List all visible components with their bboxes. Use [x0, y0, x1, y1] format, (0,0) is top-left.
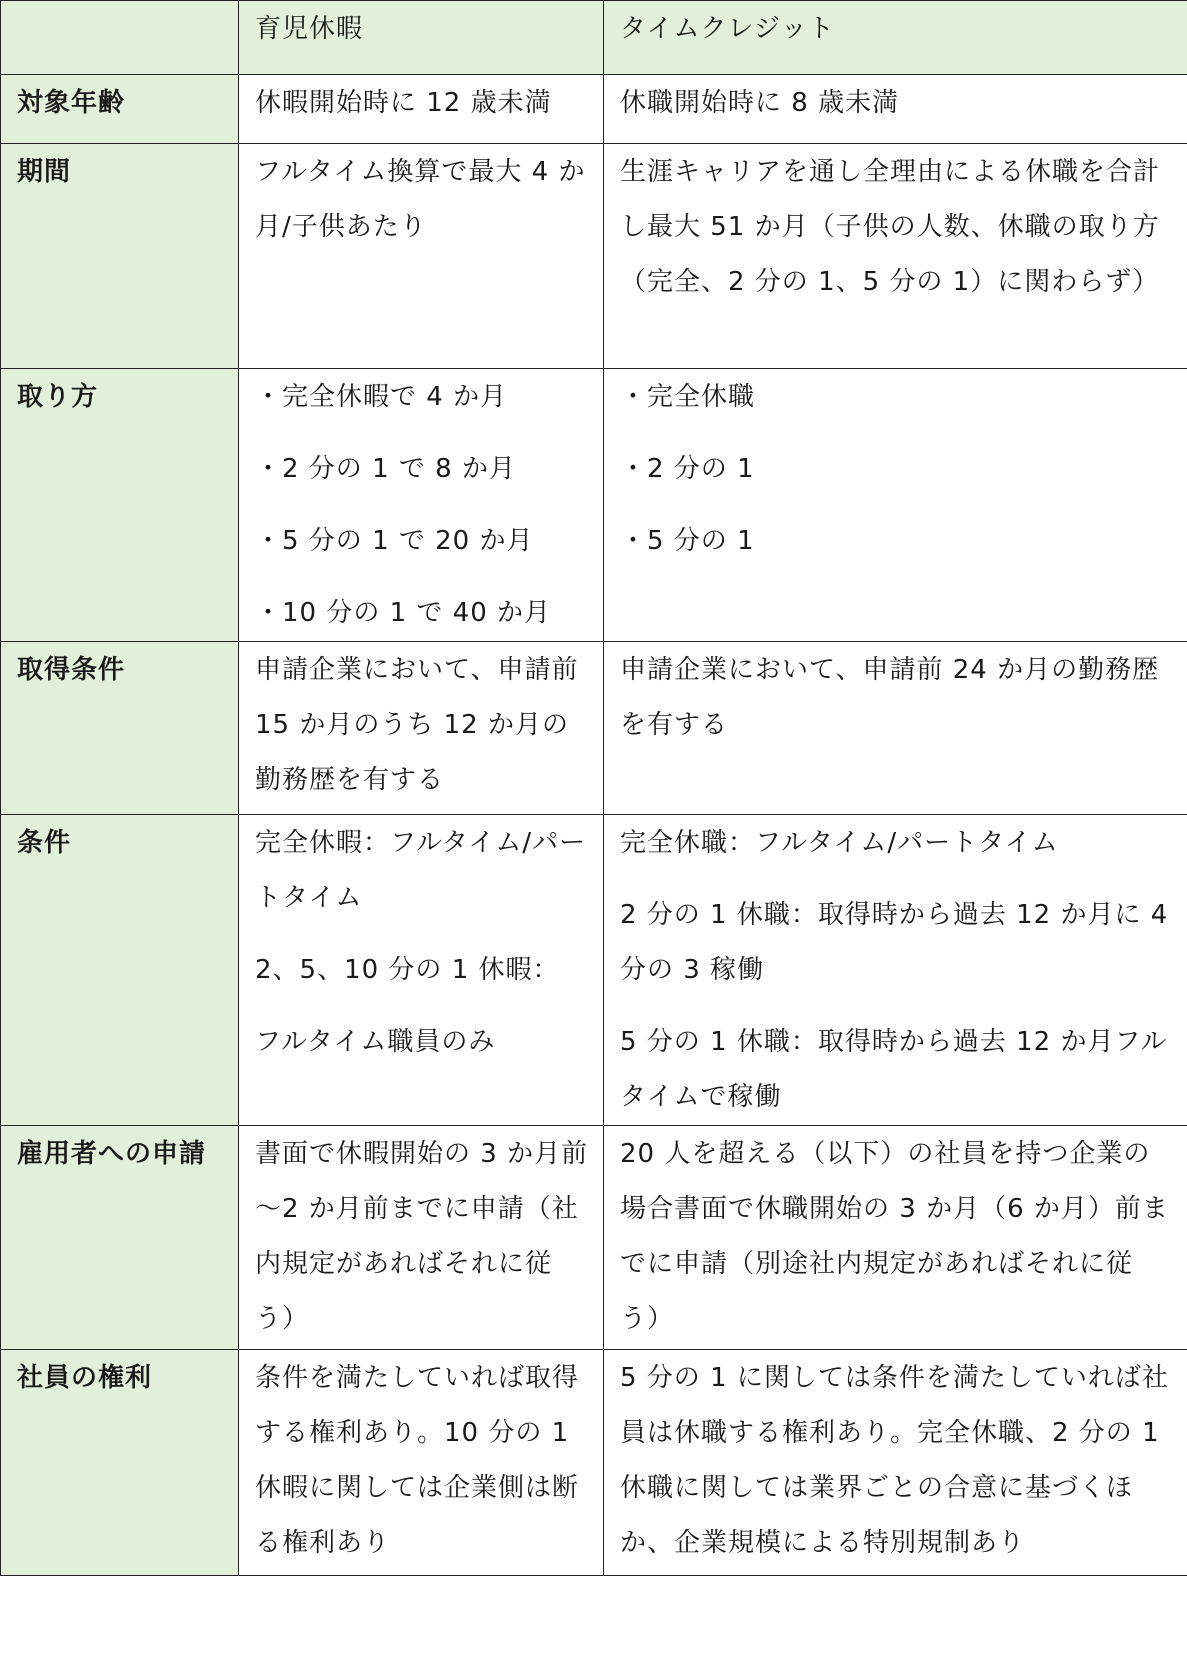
time-credit-cell	[604, 369, 1187, 642]
cell-text: 5 分の 1 休職：取得時から過去 12 か月フルタイムで稼働	[620, 1027, 1168, 1112]
cell-text: 休暇開始時に 12 歳未満	[255, 88, 552, 118]
header-row	[1, 1, 1187, 75]
cell-text: 20 人を超える（以下）の社員を持つ企業の場合書面で休職開始の 3 か月（6 か月）前までに申請（別途社内規定があればそれに従う）	[620, 1139, 1169, 1334]
time-credit-cell	[604, 1350, 1187, 1576]
cell-text: フルタイム換算で最大 4 か月/子供あたり	[255, 157, 586, 242]
childcare-cell	[239, 1126, 604, 1350]
list-item: ・完全休暇で 4 か月	[255, 382, 508, 412]
table-row	[1, 369, 1187, 642]
header-corner-cell	[1, 1, 239, 75]
cell-text: 完全休暇：フルタイム/パートタイム	[255, 828, 587, 913]
cell-text: フルタイム職員のみ	[255, 1027, 496, 1057]
table-row	[1, 1350, 1187, 1576]
header-time-credit: タイムクレジット	[604, 1, 1187, 75]
list-item: ・完全休職	[620, 382, 756, 412]
childcare-cell	[239, 144, 604, 369]
time-credit-cell	[604, 144, 1187, 369]
row-label: 期間	[1, 144, 239, 369]
table-row	[1, 642, 1187, 815]
row-label: 社員の権利	[1, 1350, 239, 1576]
cell-text: 休職開始時に 8 歳未満	[620, 88, 900, 118]
table-row	[1, 144, 1187, 369]
childcare-cell	[239, 1350, 604, 1576]
row-label: 取り方	[1, 369, 239, 642]
table-row	[1, 1126, 1187, 1350]
table-row	[1, 815, 1187, 1126]
childcare-cell	[239, 75, 604, 144]
time-credit-cell	[604, 642, 1187, 815]
row-label: 対象年齢	[1, 75, 239, 144]
childcare-cell	[239, 369, 604, 642]
cell-text: 条件を満たしていれば取得する権利あり。10 分の 1 休暇に関しては企業側は断る権利あり	[255, 1363, 580, 1558]
cell-text: 書面で休暇開始の 3 か月前～2 か月前までに申請（社内規定があればそれに従う）	[255, 1139, 589, 1334]
list-item: ・2 分の 1 で 8 か月	[255, 454, 516, 484]
time-credit-cell	[604, 1126, 1187, 1350]
cell-text: 完全休職：フルタイム/パートタイム	[620, 828, 1059, 858]
cell-text: 2 分の 1 休職：取得時から過去 12 か月に 4 分の 3 稼働	[620, 900, 1169, 985]
table-row	[1, 75, 1187, 144]
cell-text: 2、5、10 分の 1 休暇：	[255, 955, 560, 985]
cell-text: 5 分の 1 に関しては条件を満たしていれば社員は休職する権利あり。完全休職、2 分の 1 休職に関しては業界ごとの合意に基づくほか、企業規模による特別規制あり	[620, 1363, 1169, 1558]
cell-text: 生涯キャリアを通し全理由による休職を合計し最大 51 か月（子供の人数、休職の取り方（完全、2 分の 1、5 分の 1）に関わらず）	[620, 157, 1161, 297]
cell-text: 申請企業において、申請前 15 か月のうち 12 か月の勤務歴を有する	[255, 655, 579, 795]
row-label: 雇用者への申請	[1, 1126, 239, 1350]
time-credit-cell	[604, 75, 1187, 144]
row-label: 条件	[1, 815, 239, 1126]
list-item: ・2 分の 1	[620, 454, 755, 484]
list-item: ・10 分の 1 で 40 か月	[255, 598, 552, 628]
childcare-cell	[239, 642, 604, 815]
cell-text: 申請企業において、申請前 24 か月の勤務歴を有する	[620, 655, 1160, 740]
list-item: ・5 分の 1	[620, 526, 755, 556]
time-credit-cell	[604, 815, 1187, 1126]
header-childcare-leave: 育児休暇	[239, 1, 604, 75]
list-item: ・5 分の 1 で 20 か月	[255, 526, 534, 556]
childcare-cell	[239, 815, 604, 1126]
row-label: 取得条件	[1, 642, 239, 815]
